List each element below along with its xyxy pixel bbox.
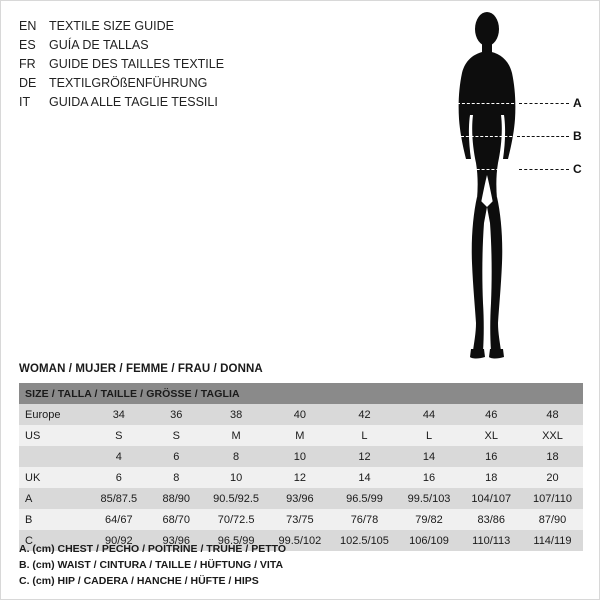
table-cell: 38 bbox=[204, 404, 269, 425]
table-cell: 42 bbox=[331, 404, 397, 425]
table-cell: 102.5/105 bbox=[331, 530, 397, 551]
table-cell: 14 bbox=[398, 446, 461, 467]
female-silhouette-icon bbox=[421, 7, 591, 377]
table-cell: 68/70 bbox=[149, 509, 204, 530]
language-row bbox=[19, 55, 319, 73]
language-text: GUIDA ALLE TAGLIE TESSILI bbox=[49, 95, 218, 109]
table-cell: 18 bbox=[461, 467, 522, 488]
table-cell: 8 bbox=[149, 467, 204, 488]
table-cell: 4 bbox=[89, 446, 149, 467]
language-text: TEXTILE SIZE GUIDE bbox=[49, 19, 175, 33]
note-chest: A. (cm) CHEST / PECHO / POITRINE / TRUHE / PETTO bbox=[19, 543, 287, 555]
table-row bbox=[19, 509, 583, 530]
language-list bbox=[19, 17, 319, 112]
measurement-notes bbox=[19, 541, 579, 589]
table-cell: 83/86 bbox=[461, 509, 522, 530]
table-caption: WOMAN / MUJER / FEMME / FRAU / DONNA bbox=[19, 363, 263, 375]
table-cell: M bbox=[268, 425, 331, 446]
table-header-row bbox=[19, 383, 583, 404]
language-row bbox=[19, 93, 319, 111]
table-row bbox=[19, 467, 583, 488]
table-cell: 12 bbox=[268, 467, 331, 488]
table-cell: XXL bbox=[522, 425, 583, 446]
table-cell: 99.5/103 bbox=[398, 488, 461, 509]
table-header-label: SIZE / TALLA / TAILLE / GRÖSSE / TAGLIA bbox=[19, 383, 583, 404]
note-hip: C. (cm) HIP / CADERA / HANCHE / HÜFTE / HIPS bbox=[19, 575, 259, 587]
table-row bbox=[19, 404, 583, 425]
table-cell: 6 bbox=[89, 467, 149, 488]
table-cell: 93/96 bbox=[268, 488, 331, 509]
table-cell: 76/78 bbox=[331, 509, 397, 530]
language-code: EN bbox=[19, 19, 37, 33]
table-cell: S bbox=[149, 425, 204, 446]
table-cell: 14 bbox=[331, 467, 397, 488]
note-waist: B. (cm) WAIST / CINTURA / TAILLE / HÜFTUNG / VITA bbox=[19, 559, 284, 571]
table-cell: 107/110 bbox=[522, 488, 583, 509]
hip-measure-line-inner bbox=[457, 169, 519, 170]
table-cell: 79/82 bbox=[398, 509, 461, 530]
language-code: ES bbox=[19, 38, 36, 52]
table-cell: L bbox=[331, 425, 397, 446]
language-text: GUÍA DE TALLAS bbox=[49, 38, 149, 52]
table-cell: 64/67 bbox=[89, 509, 149, 530]
table-cell: S bbox=[89, 425, 149, 446]
table-cell: L bbox=[398, 425, 461, 446]
table-cell: 34 bbox=[89, 404, 149, 425]
table-cell: 36 bbox=[149, 404, 204, 425]
table-row bbox=[19, 446, 583, 467]
waist-measure-line-inner bbox=[461, 136, 517, 137]
table-cell: 16 bbox=[398, 467, 461, 488]
table-row bbox=[19, 425, 583, 446]
table-cell: XL bbox=[461, 425, 522, 446]
row-label: US bbox=[19, 425, 89, 446]
language-code: IT bbox=[19, 95, 31, 109]
table-cell: 85/87.5 bbox=[89, 488, 149, 509]
table-cell: 8 bbox=[204, 446, 269, 467]
table-cell: 87/90 bbox=[522, 509, 583, 530]
waist-measure-line-outer bbox=[517, 136, 569, 137]
female-figure bbox=[421, 7, 591, 377]
table-cell: 10 bbox=[268, 446, 331, 467]
table-cell: 16 bbox=[461, 446, 522, 467]
table-cell: 20 bbox=[522, 467, 583, 488]
table-cell: 110/113 bbox=[461, 530, 522, 551]
size-table bbox=[19, 383, 583, 551]
table-cell: 6 bbox=[149, 446, 204, 467]
language-code: DE bbox=[19, 76, 37, 90]
language-row bbox=[19, 36, 319, 54]
table-cell: 48 bbox=[522, 404, 583, 425]
table-cell: 96.5/99 bbox=[204, 530, 269, 551]
row-label: UK bbox=[19, 467, 89, 488]
chest-measure-label: A bbox=[573, 96, 582, 110]
table-cell: M bbox=[204, 425, 269, 446]
table-row bbox=[19, 488, 583, 509]
table-cell: 10 bbox=[204, 467, 269, 488]
table-cell: 12 bbox=[331, 446, 397, 467]
table-cell: 88/90 bbox=[149, 488, 204, 509]
table-cell: 70/72.5 bbox=[204, 509, 269, 530]
row-label: Europe bbox=[19, 404, 89, 425]
language-text: TEXTILGRÖßENFÜHRUNG bbox=[49, 76, 208, 90]
hip-measure-line-outer bbox=[519, 169, 569, 170]
chest-measure-line-inner bbox=[457, 103, 519, 104]
table-cell: 44 bbox=[398, 404, 461, 425]
table-cell: 90/92 bbox=[89, 530, 149, 551]
row-label: C bbox=[19, 530, 89, 551]
language-text: GUIDE DES TAILLES TEXTILE bbox=[49, 57, 225, 71]
table-cell: 93/96 bbox=[149, 530, 204, 551]
waist-measure-label: B bbox=[573, 129, 582, 143]
language-code: FR bbox=[19, 57, 36, 71]
language-row bbox=[19, 17, 319, 35]
table-cell: 99.5/102 bbox=[268, 530, 331, 551]
hip-measure-label: C bbox=[573, 162, 582, 176]
row-label: A bbox=[19, 488, 89, 509]
chest-measure-line-outer bbox=[519, 103, 569, 104]
row-label bbox=[19, 446, 89, 467]
table-cell: 73/75 bbox=[268, 509, 331, 530]
table-cell: 106/109 bbox=[398, 530, 461, 551]
table-cell: 90.5/92.5 bbox=[204, 488, 269, 509]
language-row bbox=[19, 74, 319, 92]
table-cell: 40 bbox=[268, 404, 331, 425]
row-label: B bbox=[19, 509, 89, 530]
table-cell: 104/107 bbox=[461, 488, 522, 509]
table-cell: 96.5/99 bbox=[331, 488, 397, 509]
table-cell: 18 bbox=[522, 446, 583, 467]
table-cell: 114/119 bbox=[522, 530, 583, 551]
table-cell: 46 bbox=[461, 404, 522, 425]
